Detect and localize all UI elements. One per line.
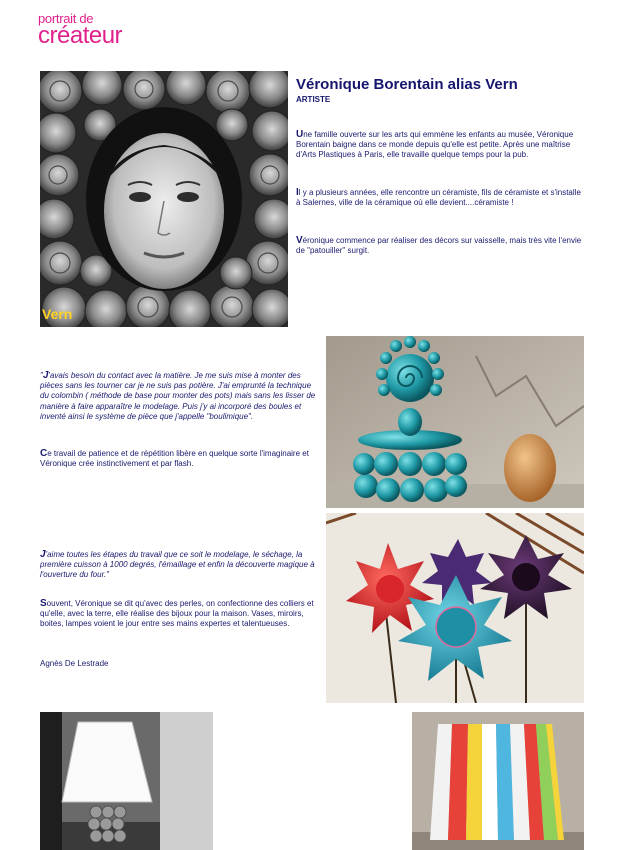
drop-cap: U (296, 129, 304, 140)
paragraph-text: e travail de patience et de répétition libère en quelque sorte l'imaginaire et Véronique crée instinctivement et par flash. (40, 449, 309, 469)
drop-cap: S (40, 598, 47, 609)
quote-text: 'aime toutes les étapes du travail que ce soit le modelage, le séchage, la première cuisson à 1000 degrés, l'émaillage et enfin la découverte magique à l'ouverture du four." (40, 550, 315, 580)
striped-lamp-photo (412, 712, 584, 850)
artist-quote-1 (40, 371, 322, 422)
paragraph-text: ne famille ouverte sur les arts qui emmène les enfants au musée, Véronique Borentain baigne dans ce monde depuis qu'elle est petite. Après une maîtrise d'Arts Plastiques à Paris, elle travaille quelque temps pour la pub. (296, 130, 574, 160)
drop-cap: J (42, 370, 49, 381)
logo-line-1: portrait de (38, 11, 94, 26)
portrait-photo (40, 71, 288, 327)
white-lamp-photo (40, 712, 213, 850)
logo-line-2: créateur (38, 22, 123, 49)
quote-text: 'avais besoin du contact avec la matière. Je me suis mise à monter des pièces sans les tourner car je ne suis pas potière. J'ai emprunté la technique du colombin ( méthode de base pour monter des pots) mais sans les lisser de manière à faire apparaître le modelage. Puis j'y ai incorporé des boules et inventé ainsi le système de pièce que j'appelle "boulimique". (40, 371, 316, 421)
artist-quote-2 (40, 550, 322, 581)
page-title: Véronique Borentain alias Vern (296, 76, 518, 93)
drop-cap: C (40, 448, 48, 459)
drop-cap: I (296, 187, 299, 198)
author-signature: Agnès De Lestrade (40, 659, 109, 668)
paragraph-text: ouvent, Véronique se dit qu'avec des perles, on confectionne des colliers et qu'elle, avec la terre, elle réalise des bijoux pour la maison. Vases, miroirs, boites, lampes voient le jour entre ses mains expertes et talentueuses. (40, 599, 314, 629)
brand-logo (38, 12, 122, 47)
artist-role: ARTISTE (296, 95, 331, 104)
intro-paragraph-3 (296, 236, 586, 256)
middle-paragraph (40, 449, 322, 469)
intro-paragraph-1 (296, 130, 586, 161)
flowers-photo (326, 513, 584, 703)
drop-cap: J (40, 549, 46, 560)
quote-mark: " (40, 371, 43, 380)
paragraph-text: l y a plusieurs années, elle rencontre un céramiste, fils de céramiste et s'installe à Salernes, ville de la céramique où elle devient....céramiste ! (296, 188, 581, 208)
paragraph-text: éronique commence par réaliser des décors sur vaisselle, mais très vite l'envie de "patouiller" surgit. (296, 236, 582, 256)
portrait-caption: Vern (42, 306, 73, 322)
drop-cap: V (296, 235, 303, 246)
intro-paragraph-2 (296, 188, 586, 208)
lower-paragraph (40, 599, 322, 630)
vessel-photo (326, 336, 584, 508)
